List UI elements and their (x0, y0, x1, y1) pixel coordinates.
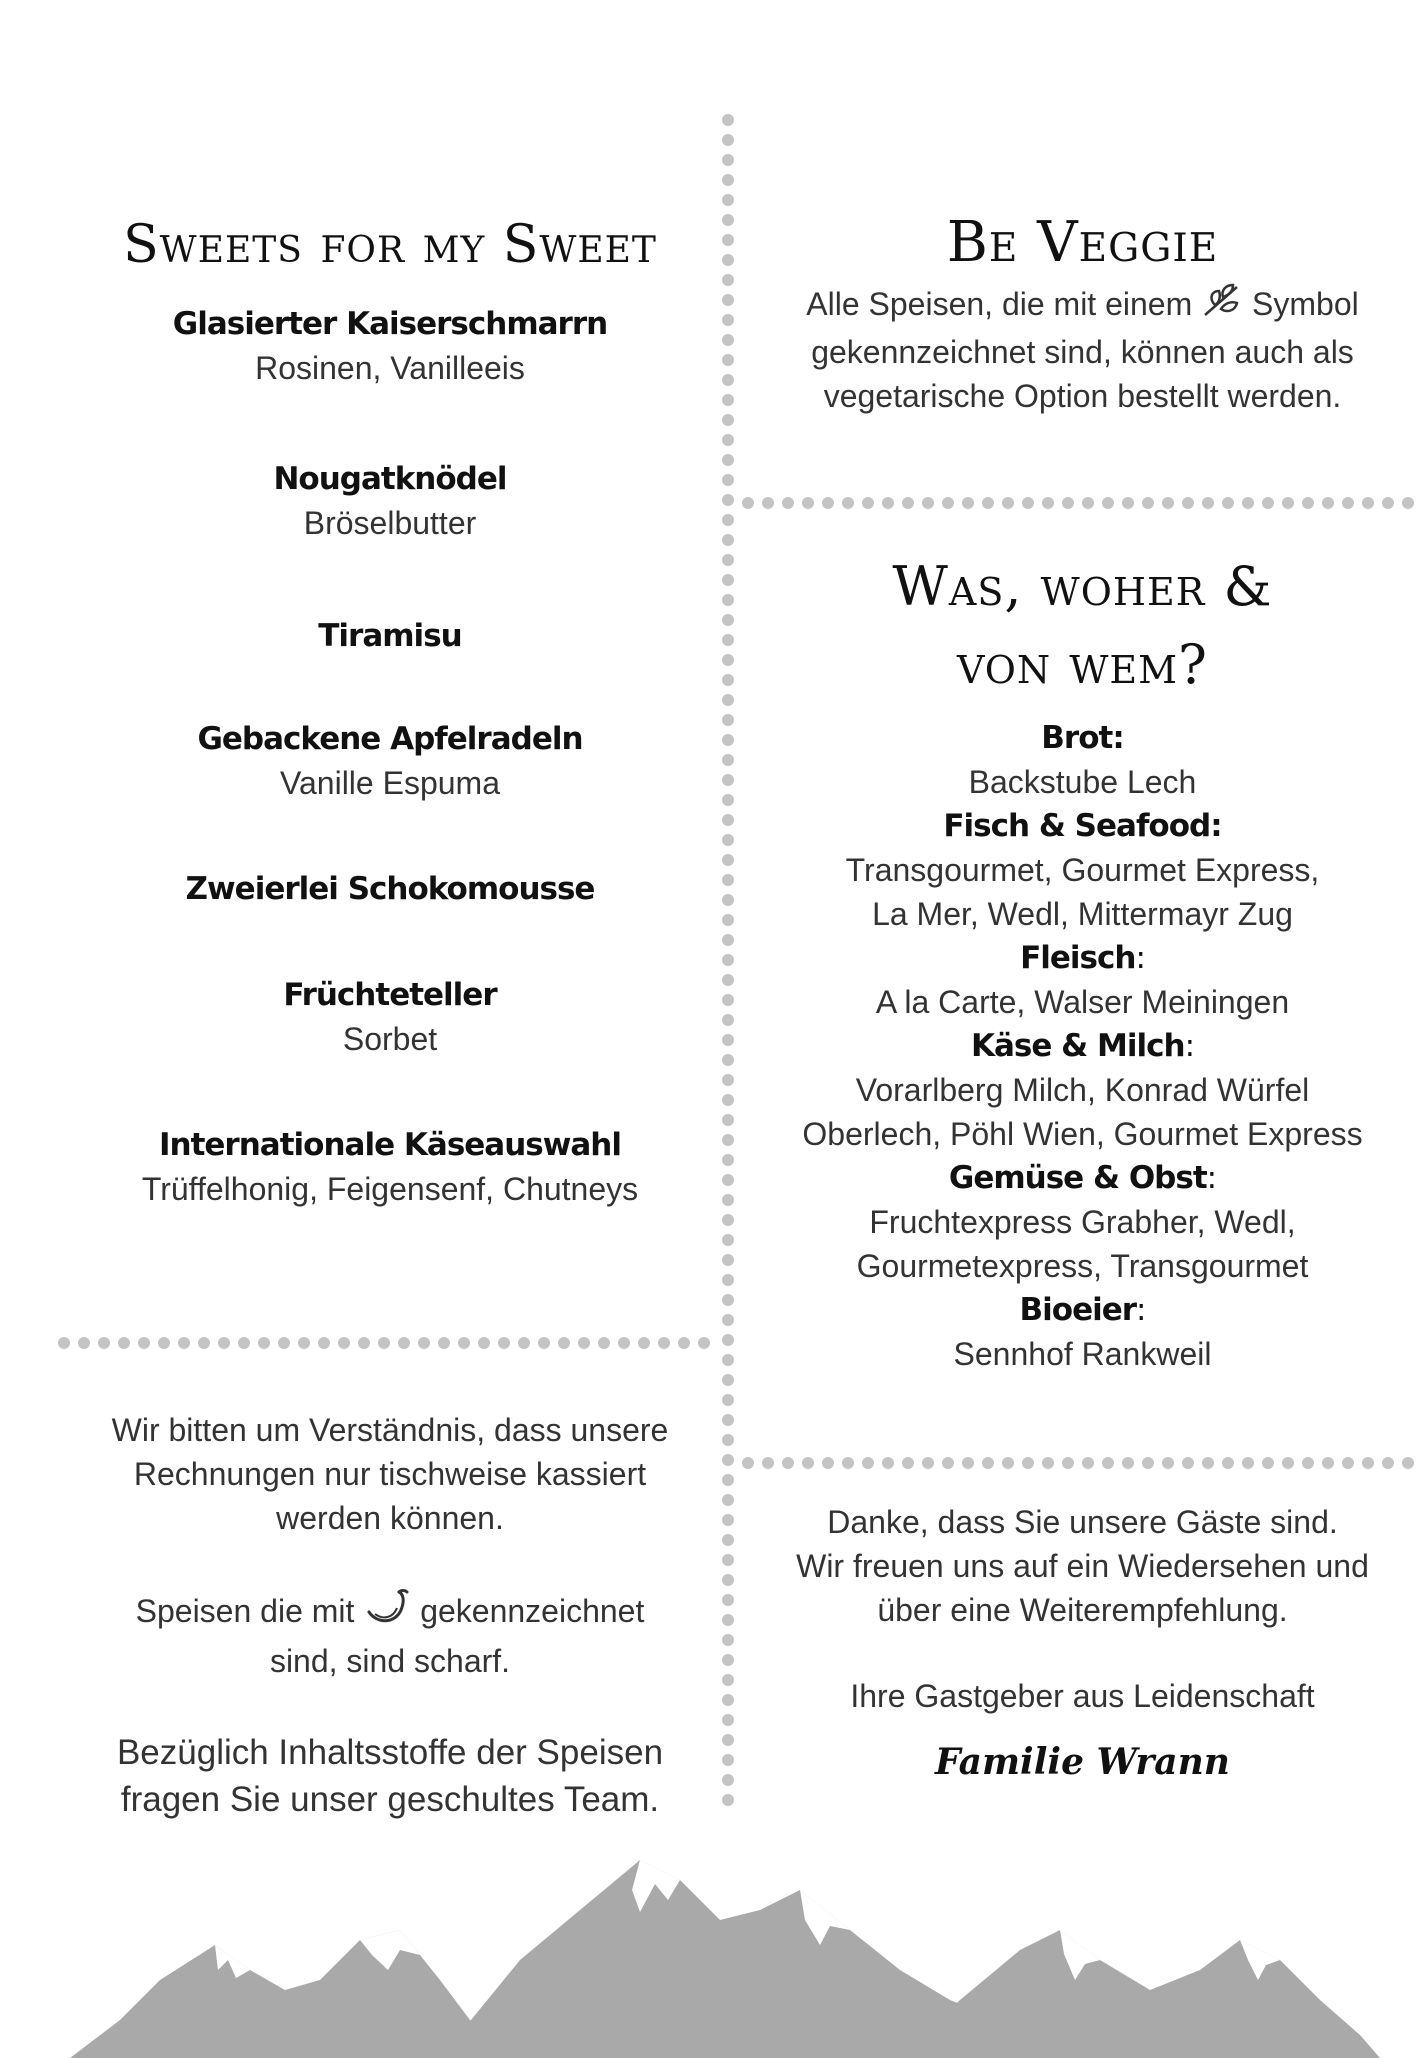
leaf-icon (1201, 283, 1243, 330)
supplier-category: Fisch & Seafood: (943, 808, 1222, 844)
divider-dot (722, 1254, 734, 1266)
divider-dot (922, 497, 934, 509)
divider-dot (218, 1337, 230, 1349)
divider-dot (722, 1234, 734, 1246)
note-text: gekennzeichnet (420, 1592, 645, 1629)
divider-dot (158, 1337, 170, 1349)
supplier-group (740, 1288, 1425, 1376)
dessert-item (40, 614, 740, 717)
divider-dot (982, 497, 994, 509)
thanks-line: Danke, dass Sie unsere Gäste sind. (827, 1504, 1338, 1540)
divider-dot (1342, 1457, 1354, 1469)
divider-dot (138, 1337, 150, 1349)
divider-dot (1042, 497, 1054, 509)
divider-dot (802, 497, 814, 509)
divider-dot (1102, 1457, 1114, 1469)
divider-dot (298, 1337, 310, 1349)
divider-dot (1082, 1457, 1094, 1469)
divider-dot (1082, 497, 1094, 509)
supplier-group (740, 936, 1425, 1024)
supplier-category: Käse & Milch (970, 1028, 1185, 1064)
host-line: Ihre Gastgeber aus Leidenschaft (850, 1678, 1315, 1714)
veggie-line (740, 282, 1425, 330)
supplier-category: Brot: (1041, 720, 1124, 756)
divider-dot (722, 1334, 734, 1346)
dessert-description: Bröselbutter (303, 505, 477, 541)
divider-dot (378, 1337, 390, 1349)
chili-icon (363, 1588, 411, 1639)
divider-dot (178, 1337, 190, 1349)
dessert-item (40, 717, 740, 867)
divider-dot (1162, 497, 1174, 509)
divider-dot (1002, 497, 1014, 509)
divider-dot (418, 1337, 430, 1349)
divider-dot (882, 1457, 894, 1469)
divider-dot (1202, 1457, 1214, 1469)
divider-dot (278, 1337, 290, 1349)
dessert-name: Gebackene Apfelradeln (197, 721, 583, 757)
divider-dot (942, 1457, 954, 1469)
supplier-line: Backstube Lech (968, 764, 1197, 800)
divider-dot (1122, 1457, 1134, 1469)
supplier-line: La Mer, Wedl, Mittermayr Zug (872, 896, 1293, 932)
sweets-section (40, 210, 740, 280)
divider-dot (1002, 1457, 1014, 1469)
divider-dot (1322, 1457, 1334, 1469)
supplier-line: A la Carte, Walser Meiningen (875, 984, 1290, 1020)
supplier-line: Transgourmet, Gourmet Express, (845, 852, 1320, 888)
divider-dot (398, 1337, 410, 1349)
divider-dot (1182, 1457, 1194, 1469)
divider-dot (458, 1337, 470, 1349)
divider-dot (1102, 497, 1114, 509)
thanks-line: über eine Weiterempfehlung. (877, 1592, 1288, 1628)
divider-dot (238, 1337, 250, 1349)
supplier-group (740, 1024, 1425, 1156)
supplier-line: Fruchtexpress Grabher, Wedl, (869, 1204, 1296, 1240)
divider-dot (962, 1457, 974, 1469)
divider-dot (1262, 497, 1274, 509)
divider-dot (722, 1314, 734, 1326)
note-line: sind, sind scharf. (269, 1643, 511, 1679)
divider-dot (822, 1457, 834, 1469)
divider-dot (58, 1337, 70, 1349)
divider-dot (1242, 1457, 1254, 1469)
divider-dot (1022, 497, 1034, 509)
divider-dot (822, 497, 834, 509)
divider-dot (538, 1337, 550, 1349)
supplier-line: Gourmetexpress, Transgourmet (856, 1248, 1309, 1284)
divider-dot (1162, 1457, 1174, 1469)
divider-dot (698, 1337, 710, 1349)
thanks-section (740, 1500, 1425, 1784)
divider-dot (1122, 497, 1134, 509)
divider-dot (722, 1274, 734, 1286)
divider-dot (558, 1337, 570, 1349)
divider-dot (98, 1337, 110, 1349)
divider-dot (198, 1337, 210, 1349)
supplier-category: Fleisch (1020, 940, 1136, 976)
divider-dot (1242, 497, 1254, 509)
supplier-colon: : (1206, 1160, 1217, 1196)
sweets-title: Sweets for my Sweet (123, 215, 657, 275)
veggie-text (740, 282, 1425, 418)
dessert-name: Glasierter Kaiserschmarrn (172, 306, 608, 342)
signature: Familie Wrann (935, 1741, 1230, 1783)
divider-dot (1302, 497, 1314, 509)
dessert-item (40, 302, 740, 457)
note-line: werden können. (276, 1500, 504, 1536)
divider-dot (1142, 1457, 1154, 1469)
divider-dot (318, 1337, 330, 1349)
note-line: Bezüglich Inhaltsstoffe der Speisen (116, 1733, 664, 1772)
mountain-illustration (0, 1820, 1425, 2058)
divider-dot (1342, 497, 1354, 509)
supplier-line: Sennhof Rankweil (953, 1336, 1212, 1372)
divider-dot (1042, 1457, 1054, 1469)
divider-dot (338, 1337, 350, 1349)
divider-dot (742, 1457, 754, 1469)
divider-dot (742, 497, 754, 509)
dessert-name: Nougatknödel (273, 461, 507, 497)
divider-dot (1382, 1457, 1394, 1469)
divider-dot (762, 497, 774, 509)
veggie-text-part: Symbol (1252, 286, 1359, 322)
divider-dot (1302, 1457, 1314, 1469)
divider-dot (258, 1337, 270, 1349)
supplier-list (740, 716, 1425, 1376)
supplier-category: Bioeier (1019, 1292, 1137, 1328)
notes-section (40, 1408, 740, 1823)
dessert-name: Früchteteller (283, 977, 497, 1013)
dessert-description: Sorbet (342, 1021, 438, 1057)
dessert-name: Internationale Käseauswahl (158, 1127, 621, 1163)
divider-dot (722, 194, 734, 206)
divider-dot (118, 1337, 130, 1349)
divider-dot (802, 1457, 814, 1469)
supplier-group (740, 716, 1425, 804)
divider-dot (842, 497, 854, 509)
divider-dot (678, 1337, 690, 1349)
dessert-list (40, 302, 740, 1211)
divider-dot (722, 1214, 734, 1226)
divider-dot (1322, 497, 1334, 509)
divider-dot (578, 1337, 590, 1349)
veggie-title: Be Veggie (946, 210, 1219, 275)
divider-dot (722, 154, 734, 166)
origin-title-line: Was, woher & (892, 555, 1273, 618)
divider-dot (658, 1337, 670, 1349)
allergen-note (40, 1729, 740, 1823)
divider-dot (1222, 497, 1234, 509)
divider-dot (1402, 497, 1414, 509)
divider-dot (1362, 497, 1374, 509)
divider-dot (902, 497, 914, 509)
dessert-item (40, 867, 740, 973)
divider-dot (518, 1337, 530, 1349)
veggie-section (740, 208, 1425, 418)
divider-dot (1262, 1457, 1274, 1469)
divider-dot (1282, 1457, 1294, 1469)
billing-note (40, 1408, 740, 1540)
supplier-colon: : (1135, 940, 1145, 976)
dessert-name: Zweierlei Schokomousse (185, 871, 595, 907)
dessert-item (40, 973, 740, 1123)
origin-section (740, 548, 1425, 1376)
divider-dot (78, 1337, 90, 1349)
dessert-name: Tiramisu (318, 618, 462, 654)
note-text: Speisen die mit (135, 1592, 355, 1629)
divider-dot (1182, 497, 1194, 509)
divider-dot (438, 1337, 450, 1349)
divider-dot (1402, 1457, 1414, 1469)
divider-dot (862, 1457, 874, 1469)
dessert-description: Trüffelhonig, Feigensenf, Chutneys (141, 1171, 639, 1207)
divider-dot (1362, 1457, 1374, 1469)
divider-dot (1202, 497, 1214, 509)
divider-dot (942, 497, 954, 509)
divider-dot (782, 497, 794, 509)
divider-dot (1282, 497, 1294, 509)
note-line (40, 1588, 740, 1639)
veggie-line: vegetarische Option bestellt werden. (823, 378, 1342, 415)
divider-dot (638, 1337, 650, 1349)
divider-dot (922, 1457, 934, 1469)
dessert-description: Rosinen, Vanilleeis (255, 350, 525, 386)
note-line: Rechnungen nur tischweise kassiert (133, 1456, 647, 1492)
dessert-item (40, 457, 740, 614)
origin-title (740, 548, 1425, 704)
divider-dot (722, 174, 734, 186)
supplier-group (740, 1156, 1425, 1288)
supplier-line: Oberlech, Pöhl Wien, Gourmet Express (802, 1116, 1363, 1152)
divider-dot (782, 1457, 794, 1469)
supplier-category: Gemüse & Obst (948, 1160, 1207, 1196)
dessert-item (40, 1123, 740, 1211)
origin-title-line: von wem? (957, 633, 1208, 696)
divider-dot (982, 1457, 994, 1469)
divider-dot (962, 497, 974, 509)
supplier-colon: : (1136, 1292, 1146, 1328)
divider-dot (842, 1457, 854, 1469)
divider-dot (1382, 497, 1394, 509)
supplier-line: Vorarlberg Milch, Konrad Würfel (855, 1072, 1310, 1108)
divider-dot (862, 497, 874, 509)
divider-dot (882, 497, 894, 509)
divider-dot (1022, 1457, 1034, 1469)
divider-dot (598, 1337, 610, 1349)
divider-dot (722, 114, 734, 126)
thanks-line: Wir freuen uns auf ein Wiedersehen und (796, 1548, 1369, 1584)
divider-dot (902, 1457, 914, 1469)
spicy-note (40, 1588, 740, 1683)
divider-dot (1062, 1457, 1074, 1469)
divider-dot (618, 1337, 630, 1349)
divider-dot (762, 1457, 774, 1469)
veggie-text-part: Alle Speisen, die mit einem (806, 286, 1193, 322)
divider-dot (722, 1374, 734, 1386)
divider-dot (1062, 497, 1074, 509)
veggie-line: gekennzeichnet sind, können auch als (811, 334, 1354, 371)
divider-dot (1222, 1457, 1234, 1469)
divider-dot (1142, 497, 1154, 509)
divider-dot (358, 1337, 370, 1349)
divider-dot (478, 1337, 490, 1349)
divider-dot (722, 134, 734, 146)
divider-dot (722, 1394, 734, 1406)
supplier-group (740, 804, 1425, 936)
supplier-colon: : (1184, 1028, 1195, 1064)
divider-dot (722, 1354, 734, 1366)
divider-dot (722, 1294, 734, 1306)
divider-dot (498, 1337, 510, 1349)
note-line: Wir bitten um Verständnis, dass unsere (111, 1412, 669, 1448)
note-line: fragen Sie unser geschultes Team. (120, 1780, 660, 1819)
dessert-description: Vanille Espuma (280, 765, 500, 801)
